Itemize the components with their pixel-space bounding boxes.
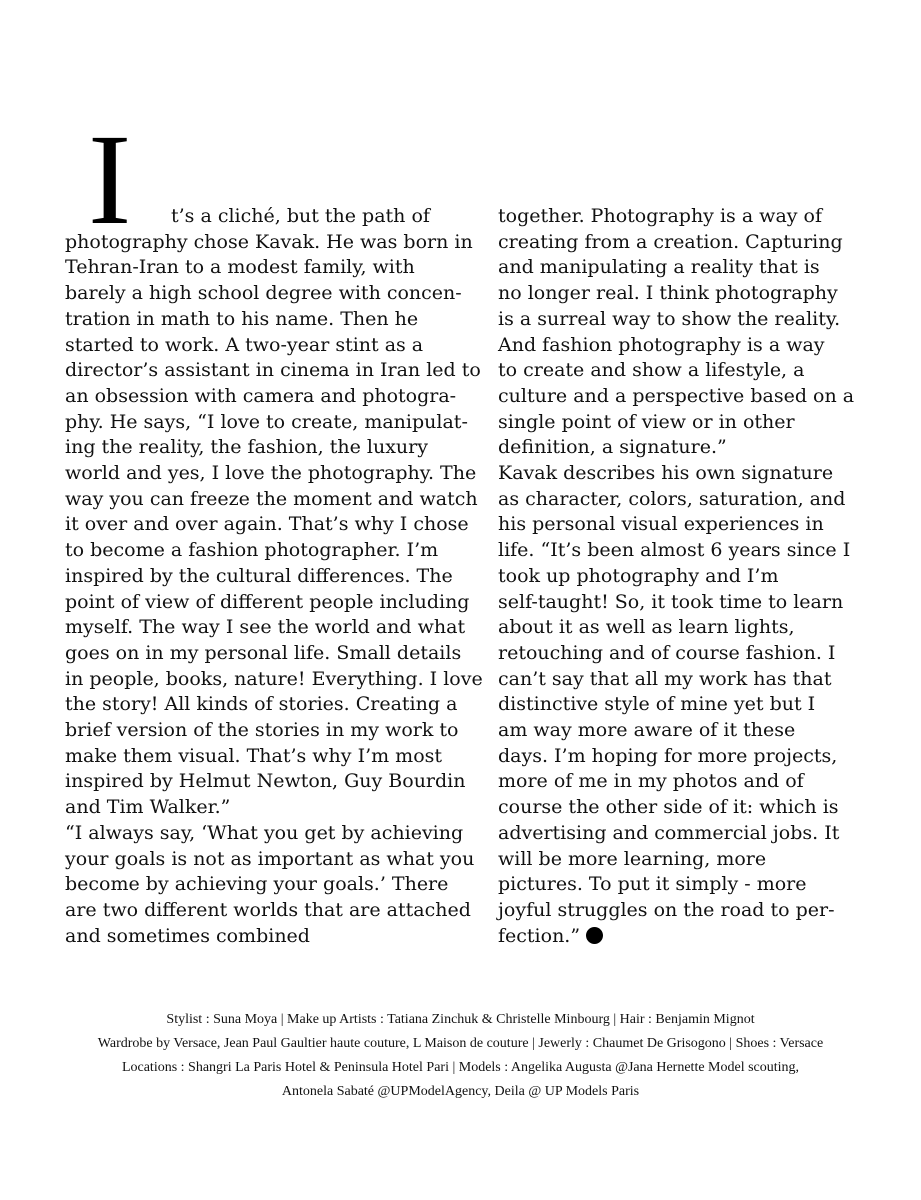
paragraph-line: culture and a perspective based on a <box>498 384 855 407</box>
paragraph-line-text: fection.” <box>498 924 581 947</box>
paragraph-line: as character, colors, saturation, and <box>498 487 846 510</box>
credit-line: Antonela Sabaté @UPModelAgency, Deila @ UP Models Paris <box>281 1084 640 1099</box>
paragraph-line: is a surreal way to show the reality. <box>498 307 841 330</box>
paragraph-line: took up photography and I’m <box>498 564 779 587</box>
paragraph-line: to create and show a lifestyle, a <box>498 359 805 382</box>
paragraph-line: world and yes, I love the photography. The <box>65 462 477 485</box>
paragraph-line: become by achieving your goals.’ There <box>65 873 449 896</box>
paragraph-line: single point of view or in other <box>498 410 795 433</box>
paragraph-line: it over and over again. That’s why I chose <box>65 513 469 536</box>
paragraph-last-line <box>498 924 868 950</box>
paragraph-line: joyful struggles on the road to per- <box>498 898 835 921</box>
paragraph-line: point of view of different people including <box>65 590 470 613</box>
paragraph-line: creating from a creation. Capturing <box>498 230 843 253</box>
drop-cap: I <box>88 108 132 252</box>
paragraph-line: inspired by Helmut Newton, Guy Bourdin <box>65 770 466 793</box>
paragraph-line: And fashion photography is a way <box>498 333 825 356</box>
paragraph-line: can’t say that all my work has that <box>498 667 832 690</box>
paragraph-line: definition, a signature.” <box>498 436 727 459</box>
paragraph-line: more of me in my photos and of <box>498 770 804 793</box>
paragraph-line: an obsession with camera and photogra- <box>65 384 457 407</box>
paragraph-line: “I always say, ‘What you get by achieving <box>65 821 464 844</box>
paragraph-line: and Tim Walker.” <box>65 796 231 819</box>
paragraph-line: brief version of the stories in my work to <box>65 719 459 742</box>
paragraph-line: the story! All kinds of stories. Creating a <box>65 693 458 716</box>
paragraph-line: advertising and commercial jobs. It <box>498 821 840 844</box>
paragraph-line: course the other side of it: which is <box>498 796 839 819</box>
paragraph-line: are two different worlds that are attached <box>65 898 471 921</box>
paragraph-line: photography chose Kavak. He was born in <box>65 230 473 253</box>
paragraph-line: life. “It’s been almost 6 years since I <box>498 539 851 562</box>
left-column <box>65 204 483 949</box>
paragraph-line: barely a high school degree with concen- <box>65 282 462 305</box>
paragraph-line: started to work. A two-year stint as a <box>65 333 424 356</box>
paragraph-line: to become a fashion photographer. I’m <box>65 539 439 562</box>
paragraph-line: self-taught! So, it took time to learn <box>498 590 844 613</box>
paragraph-line: his personal visual experiences in <box>498 513 824 536</box>
paragraph-line: days. I’m hoping for more projects, <box>498 744 838 767</box>
paragraph-line: distinctive style of mine yet but I <box>498 693 816 716</box>
paragraph-line: and manipulating a reality that is <box>498 256 820 279</box>
paragraph-line: director’s assistant in cinema in Iran led to <box>65 359 481 382</box>
paragraph-line: t’s a cliché, but the path of <box>171 205 430 227</box>
photo-credits <box>20 1008 901 1104</box>
paragraph-line: no longer real. I think photography <box>498 282 838 305</box>
paragraph-line: your goals is not as important as what you <box>65 847 475 870</box>
paragraph-line: Tehran-Iran to a modest family, with <box>65 256 415 279</box>
paragraph-line: in people, books, nature! Everything. I love <box>65 667 483 690</box>
credit-line: Stylist : Suna Moya | Make up Artists : Tatiana Zinchuk & Christelle Minbourg | Hair : Benjamin Mignot <box>166 1012 755 1027</box>
paragraph-line: myself. The way I see the world and what <box>65 616 466 639</box>
paragraph-line: way you can freeze the moment and watch <box>65 487 478 510</box>
paragraph-line: make them visual. That’s why I’m most <box>65 744 443 767</box>
paragraph-line: will be more learning, more <box>498 847 767 870</box>
paragraph-line: ing the reality, the fashion, the luxury <box>65 436 428 459</box>
paragraph-line: together. Photography is a way of <box>498 205 823 227</box>
end-mark-icon <box>586 927 603 944</box>
paragraph-line: pictures. To put it simply - more <box>498 873 807 896</box>
paragraph-line: am way more aware of it these <box>498 719 796 742</box>
paragraph-line: goes on in my personal life. Small details <box>65 641 462 664</box>
right-column <box>498 204 868 949</box>
credit-line: Locations : Shangri La Paris Hotel & Peninsula Hotel Pari | Models : Angelika Augusta @Jana Hernette Model scouting, <box>121 1060 800 1075</box>
paragraph-line: tration in math to his name. Then he <box>65 307 419 330</box>
paragraph-line: phy. He says, “I love to create, manipulat- <box>65 410 468 433</box>
paragraph-line: about it as well as learn lights, <box>498 616 795 639</box>
paragraph-line: Kavak describes his own signature <box>498 462 834 485</box>
paragraph-line: retouching and of course fashion. I <box>498 641 836 664</box>
paragraph-line: inspired by the cultural differences. The <box>65 564 453 587</box>
paragraph-line: and sometimes combined <box>65 924 310 947</box>
credit-line: Wardrobe by Versace, Jean Paul Gaultier haute couture, L Maison de couture | Jewerly : Chaumet De Grisogono | Shoes : Versace <box>97 1036 824 1051</box>
